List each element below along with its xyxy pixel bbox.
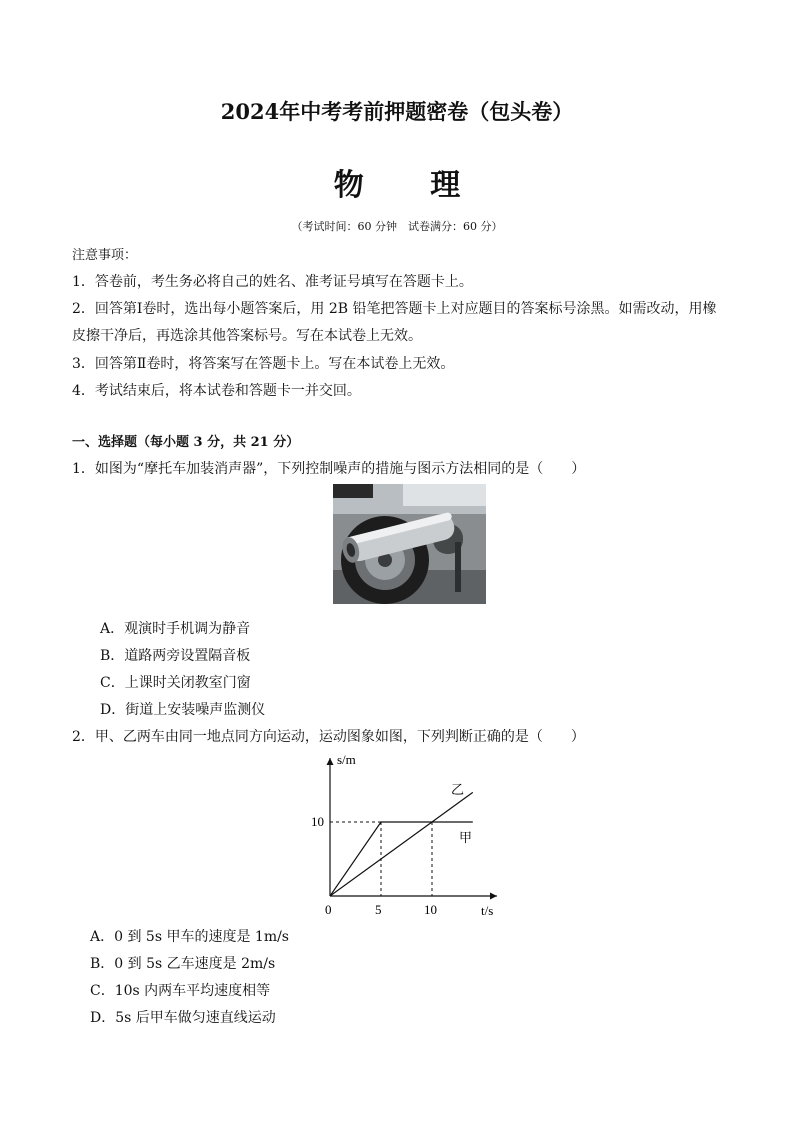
y-axis-label: s/m — [337, 752, 356, 767]
note-item: 3．回答第Ⅱ卷时，将答案写在答题卡上。写在本试卷上无效。 — [72, 356, 455, 372]
x-tick-label: 5 — [375, 902, 382, 917]
question-2-stem: 2．甲、乙两车由同一地点同方向运动，运动图象如图，下列判断正确的是（ ） — [72, 729, 585, 745]
exam-title: 2024年中考考前押题密卷（包头卷） — [220, 99, 574, 124]
option-b: B．0 到 5s 乙车速度是 2m/s — [90, 956, 276, 972]
x-axis-label: t/s — [481, 903, 494, 918]
note-item: 皮擦干净后，再选涂其他答案标号。写在本试卷上无效。 — [72, 328, 422, 344]
series-line-0 — [330, 822, 473, 896]
series-label-yi: 乙 — [451, 783, 465, 798]
option-c: C．上课时关闭教室门窗 — [100, 675, 251, 691]
option-d: D．5s 后甲车做匀速直线运动 — [90, 1010, 276, 1026]
origin-label: 0 — [325, 902, 332, 917]
option-c: C．10s 内两车平均速度相等 — [90, 983, 271, 999]
notes-heading: 注意事项： — [72, 248, 138, 263]
section-heading: 一、选择题（每小题 3 分，共 21 分） — [72, 435, 300, 450]
option-b: B．道路两旁设置隔音板 — [100, 648, 251, 664]
series-line-1 — [330, 792, 473, 896]
option-a: A．0 到 5s 甲车的速度是 1m/s — [90, 929, 289, 945]
question-1-stem: 1．如图为“摩托车加装消声器”，下列控制噪声的措施与图示方法相同的是（ ） — [72, 461, 586, 477]
note-item: 4．考试结束后，将本试卷和答题卡一并交回。 — [72, 383, 361, 399]
motorcycle-muffler-illustration — [333, 484, 486, 604]
x-tick-label: 10 — [424, 902, 437, 917]
note-item: 1．答卷前，考生务必将自己的姓名、准考证号填写在答题卡上。 — [72, 274, 473, 290]
option-a: A．观演时手机调为静音 — [100, 621, 251, 637]
exam-subject: 物 理 — [333, 168, 489, 203]
motorcycle-muffler-photo — [333, 484, 486, 604]
series-label-jia: 甲 — [459, 831, 473, 846]
option-d: D．街道上安装噪声监测仪 — [100, 702, 266, 718]
note-item: 2．回答第Ⅰ卷时，选出每小题答案后，用 2B 铅笔把答题卡上对应题目的答案标号涂黑。如需改动，用橡 — [72, 301, 717, 317]
exam-time-info: （考试时间：60 分钟 试卷满分：60 分） — [291, 220, 503, 233]
y-tick-label: 10 — [311, 814, 324, 829]
motion-graph — [305, 752, 515, 922]
